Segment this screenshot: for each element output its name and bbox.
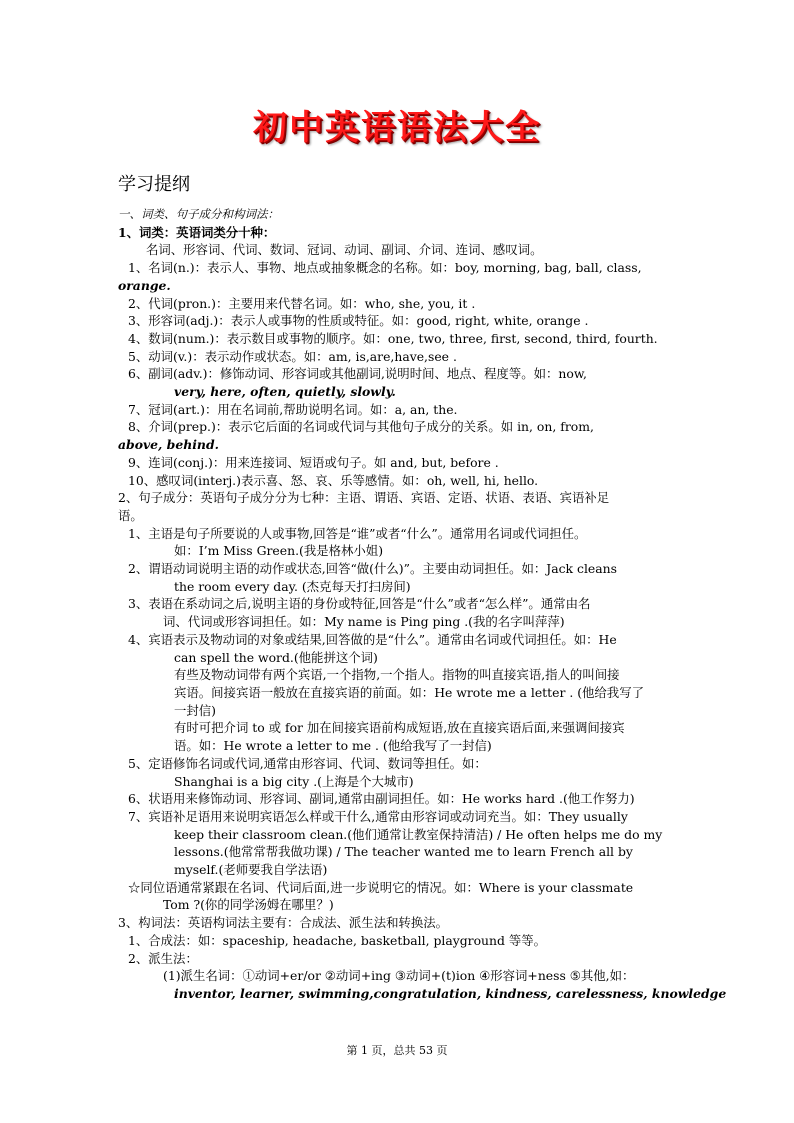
text-line: 2、派生法： — [128, 950, 198, 966]
text-line: keep their classroom clean.(他们通常让教室保持清洁) / He often helps me do my — [174, 826, 663, 842]
text-line: 6、状语用来修饰动词、形容词、副词,通常由副词担任。如：He works hard .(他工作努力) — [128, 791, 635, 807]
text-line: 如：I’m Miss Green.(我是格林小姐) — [174, 543, 384, 559]
text-line: (1)派生名词：①动词+er/or ②动词+ing ③动词+(t)ion ④形容词+ness ⑤其他,如： — [163, 968, 635, 984]
text-line: 1、词类：英语词类分十种： — [118, 224, 276, 240]
text-line: 语。如：He wrote a letter to me . (他给我写了一封信) — [174, 738, 492, 754]
text-line: 4、宾语表示及物动词的对象或结果,回答做的是“什么”。通常由名词或代词担任。如：He — [128, 631, 617, 647]
text-line: the room every day. (杰克每天打扫房间) — [174, 578, 411, 594]
text-line: 语。 — [118, 507, 143, 523]
text-line: 7、宾语补足语用来说明宾语怎么样或干什么,通常由形容词或动词充当。如：They usually — [128, 808, 628, 824]
document-body — [118, 206, 727, 1003]
text-line: 10、感叹词(interj.)表示喜、怒、哀、乐等感情。如：oh, well, hi, hello. — [128, 472, 539, 488]
text-line: 2、代词(pron.)：主要用来代替名词。如：who, she, you, it . — [128, 295, 476, 311]
text-line: myself.(老师要我自学法语) — [174, 862, 328, 878]
text-line: orange. — [118, 277, 171, 293]
text-line: 9、连词(conj.)：用来连接词、短语或句子。如 and, but, before . — [128, 454, 499, 470]
text-line: 2、谓语动词说明主语的动作或状态,回答“做(什么)”。主要由动词担任。如：Jack cleans — [128, 561, 617, 577]
text-line: 2、句子成分：英语句子成分分为七种：主语、谓语、宾语、定语、状语、表语、宾语补足 — [118, 490, 610, 506]
text-line: inventor, learner, swimming,congratulation, kindness, carelessness, knowledge — [174, 985, 727, 1001]
text-line: 3、构词法：英语构词法主要有：合成法、派生法和转换法。 — [118, 915, 449, 931]
text-line: very, here, often, quietly, slowly. — [174, 384, 396, 400]
text-line: 7、冠词(art.)：用在名词前,帮助说明名词。如：a, an, the. — [128, 401, 458, 417]
text-line: 5、动词(v.)：表示动作或状态。如：am, is,are,have,see . — [128, 348, 457, 364]
text-line: above, behind. — [118, 437, 219, 453]
page-footer: 第 1 页，总共 53 页 — [346, 1044, 448, 1057]
text-line: Shanghai is a big city .(上海是个大城市) — [174, 773, 414, 789]
document-subtitle: 学习提纲 — [118, 174, 190, 195]
text-line: 一、词类、句子成分和构词法： — [118, 207, 279, 221]
text-line: 有时可把介词 to 或 for 加在间接宾语前构成短语,放在直接宾语后面,来强调间接宾 — [174, 720, 625, 736]
text-line: 3、形容词(adj.)：表示人或事物的性质或特征。如：good, right, white, orange . — [128, 313, 589, 329]
text-line: 6、副词(adv.)：修饰动词、形容词或其他副词,说明时间、地点、程度等。如：now, — [128, 366, 587, 382]
text-line: 名词、形容词、代词、数词、冠词、动词、副词、介词、连词、感叹词。 — [146, 242, 543, 258]
text-line: 宾语。间接宾语一般放在直接宾语的前面。如：He wrote me a letter . (他给我写了 — [174, 684, 644, 700]
text-line: 1、合成法：如：spaceship, headache, basketball, playground 等等。 — [128, 932, 547, 948]
text-line: 4、数词(num.)：表示数目或事物的顺序。如：one, two, three, first, second, third, fourth. — [128, 330, 658, 346]
text-line: 一封信) — [174, 702, 217, 718]
text-line: 1、主语是句子所要说的人或事物,回答是“谁”或者“什么”。通常用名词或代词担任。 — [128, 525, 587, 541]
text-line: 8、介词(prep.)：表示它后面的名词或代词与其他句子成分的关系。如 in, on, from, — [128, 419, 594, 435]
text-line: 3、表语在系动词之后,说明主语的身份或特征,回答是“什么”或者“怎么样”。通常由名 — [128, 596, 591, 612]
text-line: 有些及物动词带有两个宾语,一个指物,一个指人。指物的叫直接宾语,指人的叫间接 — [174, 667, 620, 683]
text-line: can spell the word.(他能拼这个词) — [174, 649, 378, 665]
document-title: 初中英语语法大全 — [253, 108, 541, 148]
text-line: 5、定语修饰名词或代词,通常由形容词、代词、数词等担任。如： — [128, 755, 487, 771]
text-line: 词、代词或形容词担任。如：My name is Ping ping .(我的名字叫萍萍) — [163, 614, 565, 630]
text-line: Tom ?(你的同学汤姆在哪里？) — [163, 897, 334, 913]
text-line: lessons.(他常常帮我做功课) / The teacher wanted me to learn French all by — [174, 844, 633, 860]
text-line: 1、名词(n.)：表示人、事物、地点或抽象概念的名称。如：boy, morning, bag, ball, class, — [128, 260, 642, 276]
text-line: ☆同位语通常紧跟在名词、代词后面,进一步说明它的情况。如：Where is your classmate — [128, 879, 634, 895]
